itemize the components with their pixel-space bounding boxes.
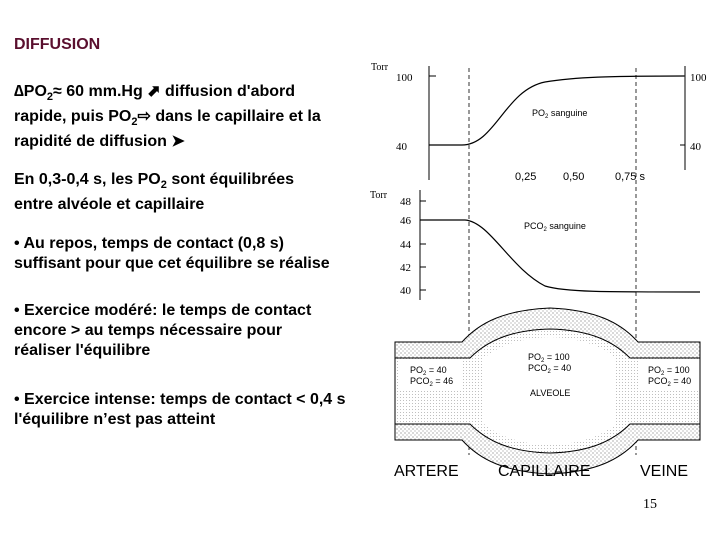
po2-tick-100: 100: [396, 72, 413, 84]
time-label-025: 0,25: [515, 171, 537, 183]
arrow-right-box-icon: ⇨: [137, 108, 151, 126]
pco2-tick-40: 40: [400, 285, 411, 297]
vein-po2: $PO_2 = 100$: [648, 365, 690, 377]
po2-unit-label: Torr: [371, 62, 389, 73]
vein-pco2: $PCO_2 = 40$: [648, 376, 692, 388]
intense-exercise-paragraph: • Exercice intense: temps de contact < 0,4 s l'équilibre n’est pas atteint: [14, 391, 346, 428]
pco2-curve-label: $PCO_2$ sanguine: [524, 221, 586, 233]
pco2-graph: [370, 190, 700, 300]
po2-tick-right-100: 100: [690, 72, 707, 84]
artery-po2: $PO_2 = 40$: [410, 365, 447, 377]
capillary-schematic: [394, 308, 700, 480]
pco2-tick-42: 42: [400, 262, 411, 274]
slide-title: DIFFUSION: [14, 36, 101, 53]
pco2-tick-46: 46: [400, 215, 411, 227]
triangle-delta-icon: ∆: [14, 83, 24, 100]
po2-curve-label: $PO_2$ sanguine: [532, 108, 588, 120]
approx-icon: ≈: [53, 83, 62, 100]
po2-tick-right-40: 40: [690, 141, 701, 153]
pco2-unit-label: Torr: [370, 190, 388, 201]
time-label-050: 0,50: [563, 171, 585, 183]
time-label-075: 0,75 s: [615, 171, 645, 183]
vein-label: VEINE: [640, 463, 689, 480]
chevron-right-icon: ➤: [171, 133, 185, 151]
capillary-label: CAPILLAIRE: [498, 463, 591, 480]
alveole-pco2: $PCO_2 = 40$: [528, 363, 572, 375]
alveole-po2: $PO_2 = 100$: [528, 352, 570, 364]
page-number: 15: [643, 497, 657, 512]
arrow-up-right-icon: ⬈: [147, 83, 161, 100]
po2-tick-40: 40: [396, 141, 407, 153]
artery-pco2: $PCO_2 = 46$: [410, 376, 454, 388]
artery-label: ARTERE: [394, 463, 459, 480]
rest-paragraph: • Au repos, temps de contact (0,8 s) suffisant pour que cet équilibre se réalise: [14, 235, 330, 272]
po2-gradient-paragraph: $\Delta PO_2\approx 60$ mm.Hg ⬈ diffusion d'abord rapide, puis $PO_2⇨$ dans le capillaire et la rapidité de diffusion ➤: [14, 83, 321, 151]
pco2-tick-44: 44: [400, 239, 411, 251]
alveole-label: ALVEOLE: [530, 388, 571, 398]
equilibrium-paragraph: En 0,3-0,4 s, les $PO_2$ sont équilibrées entre alvéole et capillaire: [14, 171, 295, 214]
pco2-tick-48: 48: [400, 196, 411, 208]
po2-graph: [371, 62, 707, 183]
moderate-exercise-paragraph: • Exercice modéré: le temps de contact encore > au temps nécessaire pour réaliser l'équilibre: [14, 302, 312, 359]
